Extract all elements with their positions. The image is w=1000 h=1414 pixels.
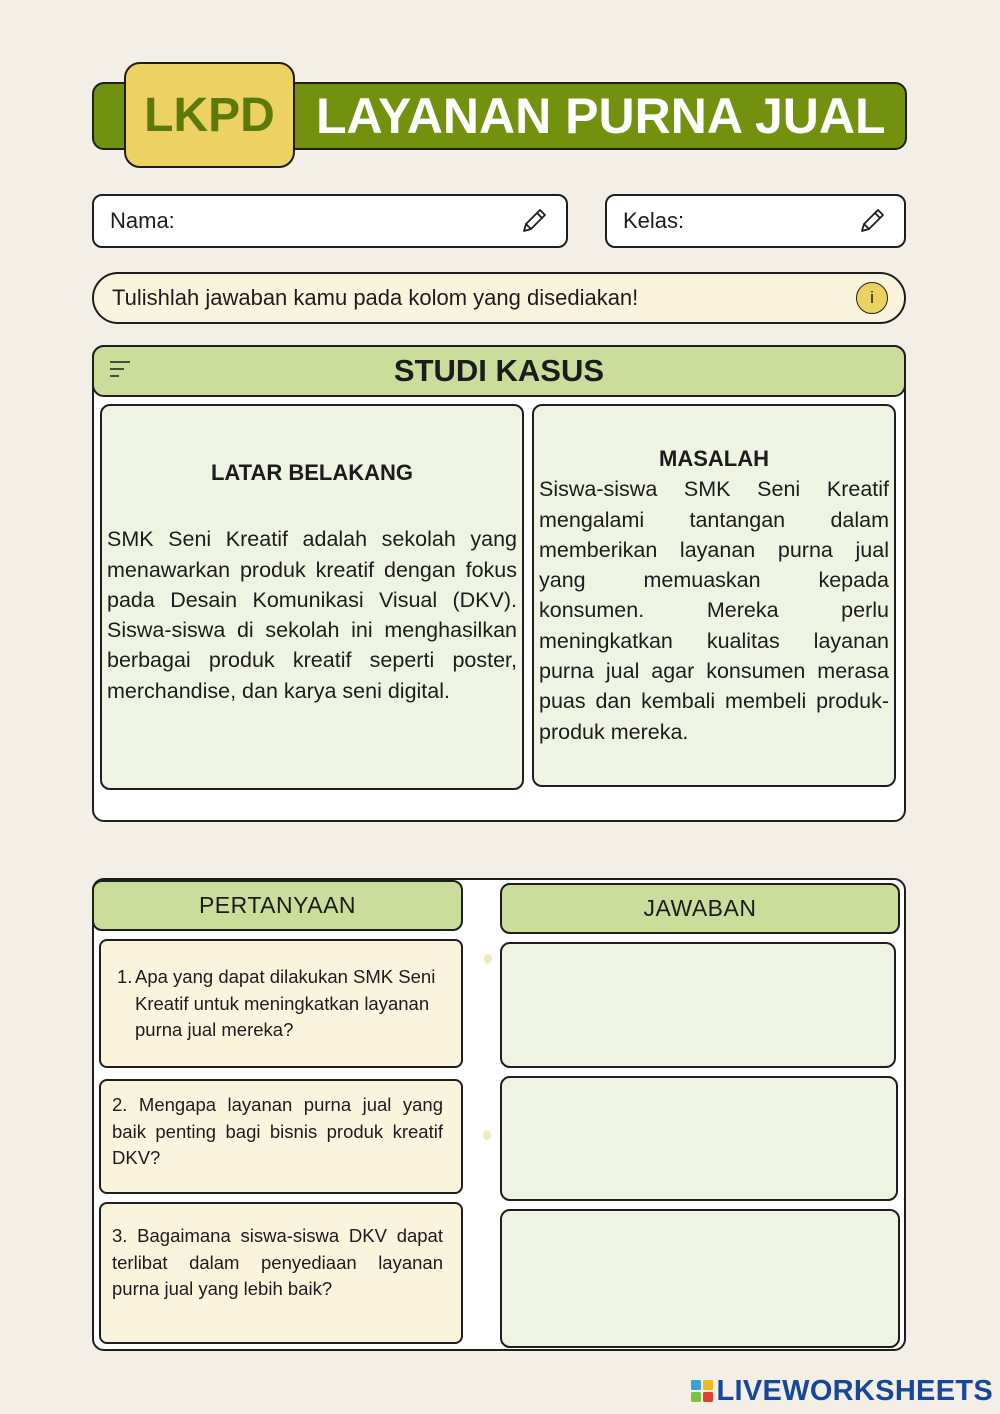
problem-card (532, 404, 896, 787)
answer-header: JAWABAN (500, 883, 900, 934)
instruction-bar (92, 272, 906, 324)
page-title: LAYANAN PURNA JUAL (316, 88, 886, 144)
name-field[interactable] (92, 194, 568, 248)
answer-2-box[interactable] (500, 1076, 898, 1201)
info-icon: i (856, 282, 888, 314)
question-3 (99, 1202, 463, 1344)
question-2-text: 2. Mengapa layanan purna jual yang baik penting bagi bisnis produk kreatif DKV? (112, 1094, 443, 1168)
instruction-text: Tulishlah jawaban kamu pada kolom yang disediakan! (112, 285, 639, 310)
decorative-dot (483, 1130, 491, 1140)
class-field[interactable] (605, 194, 906, 248)
logo-text: LIVEWORKSHEETS (716, 1374, 993, 1407)
background-text: SMK Seni Kreatif adalah sekolah yang menawarkan produk kreatif dengan fokus pada Desain Komunikasi Visual (DKV). Siswa-siswa di sekolah ini menghasilkan berbagai produk kreatif seperti poster, merchandise, dan karya seni digital. (107, 527, 517, 703)
question-1-text: Apa yang dapat dilakukan SMK Seni Kreatif untuk meningkatkan layanan purna jual mereka? (135, 966, 436, 1040)
logo-squares-icon (691, 1380, 713, 1402)
question-header: PERTANYAAN (92, 880, 463, 931)
background-card (100, 404, 524, 790)
question-1 (99, 939, 463, 1068)
name-label: Nama: (110, 208, 175, 233)
problem-heading: MASALAH (659, 446, 769, 471)
answer-3-box[interactable] (500, 1209, 900, 1348)
question-3-text: 3. Bagaimana siswa-siswa DKV dapat terlibat dalam penyediaan layanan purna jual yang lebih baik? (112, 1225, 443, 1299)
case-study-title: STUDI KASUS (92, 345, 906, 397)
answer-1-box[interactable] (500, 942, 896, 1068)
problem-text: Siswa-siswa SMK Seni Kreatif mengalami tantangan dalam memberikan layanan purna jual yang memuaskan kepada konsumen. Mereka perlu meningkatkan kualitas layanan purna jual agar konsumen merasa puas dan kembali membeli produk-produk mereka. (539, 477, 889, 744)
menu-lines-icon (108, 358, 132, 380)
pencil-icon (856, 205, 888, 237)
pencil-icon (518, 205, 550, 237)
class-label: Kelas: (623, 208, 685, 233)
decorative-dot (484, 954, 492, 964)
question-1-number: 1. (117, 966, 133, 987)
question-2 (99, 1079, 463, 1194)
liveworksheets-logo[interactable] (691, 1373, 993, 1409)
lkpd-badge: LKPD (124, 62, 295, 168)
background-heading: LATAR BELAKANG (210, 460, 414, 485)
